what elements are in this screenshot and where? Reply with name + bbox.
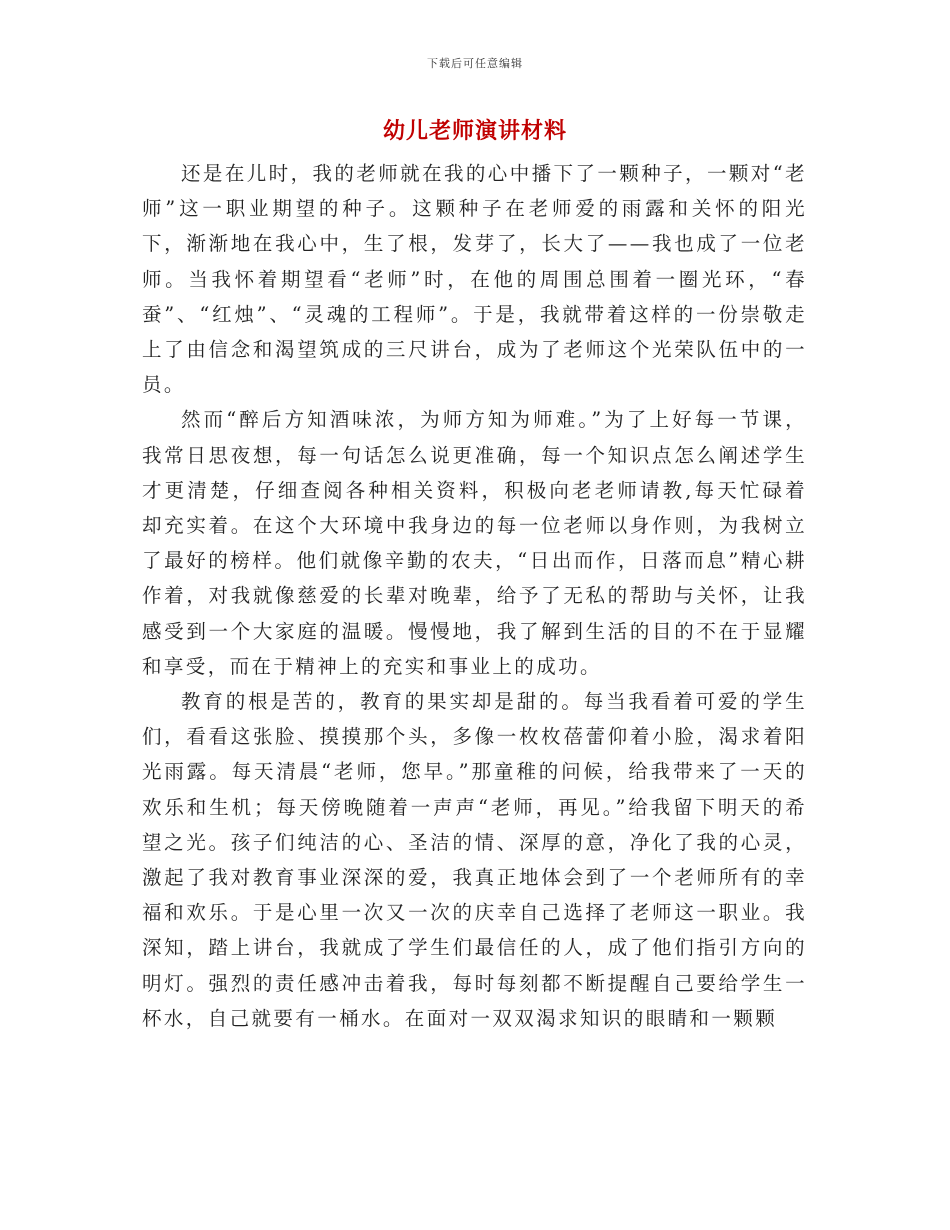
paragraph-2: 然而“醉后方知酒味浓，为师方知为师难。”为了上好每一节课，我常日思夜想，每一句话怎么说更准确，每一个知识点怎么阐述学生才更清楚，仔细查阅各种相关资料，积极向老老师请教,每天忙碌着却充实着。在这个大环境中我身边的每一位老师以身作则，为我树立了最好的榜样。他们就像辛勤的农夫，“日出而作，日落而息”精心耕作着，对我就像慈爱的长辈对晚辈，给予了无私的帮助与关怀，让我感受到一个大家庭的温暖。慢慢地，我了解到生活的目的不在于显耀和享受，而在于精神上的充实和事业上的成功。: [142, 408, 807, 678]
paragraph-1: 还是在儿时，我的老师就在我的心中播下了一颗种子，一颗对“老师”这一职业期望的种子。这颗种子在老师爱的雨露和关怀的阳光下，渐渐地在我心中，生了根，发芽了，长大了——我也成了一位老师。当我怀着期望看“老师”时，在他的周围总围着一圈光环，“春蚕”、“红烛”、“灵魂的工程师”。于是，我就带着这样的一份崇敬走上了由信念和渴望筑成的三尺讲台，成为了老师这个光荣队伍中的一员。: [142, 162, 807, 397]
document-title: 幼儿老师演讲材料: [382, 118, 567, 144]
document-body: [142, 156, 807, 1036]
paragraph-3: 教育的根是苦的，教育的果实却是甜的。每当我看着可爱的学生们，看看这张脸、摸摸那个头，多像一枚枚蓓蕾仰着小脸，渴求着阳光雨露。每天清晨“老师，您早。”那童稚的问候，给我带来了一天的欢乐和生机；每天傍晚随着一声声“老师，再见。”给我留下明天的希望之光。孩子们纯洁的心、圣洁的情、深厚的意，净化了我的心灵，激起了我对教育事业深深的爱，我真正地体会到了一个老师所有的幸福和欢乐。于是心里一次又一次的庆幸自己选择了老师这一职业。我深知，踏上讲台，我就成了学生们最信任的人，成了他们指引方向的明灯。强烈的责任感冲击着我，每时每刻都不断提醒自己要给学生一杯水，自己就要有一桶水。在面对一双双渴求知识的眼睛和一颗颗: [142, 690, 807, 1030]
header-note: 下载后可任意编辑: [427, 57, 523, 70]
